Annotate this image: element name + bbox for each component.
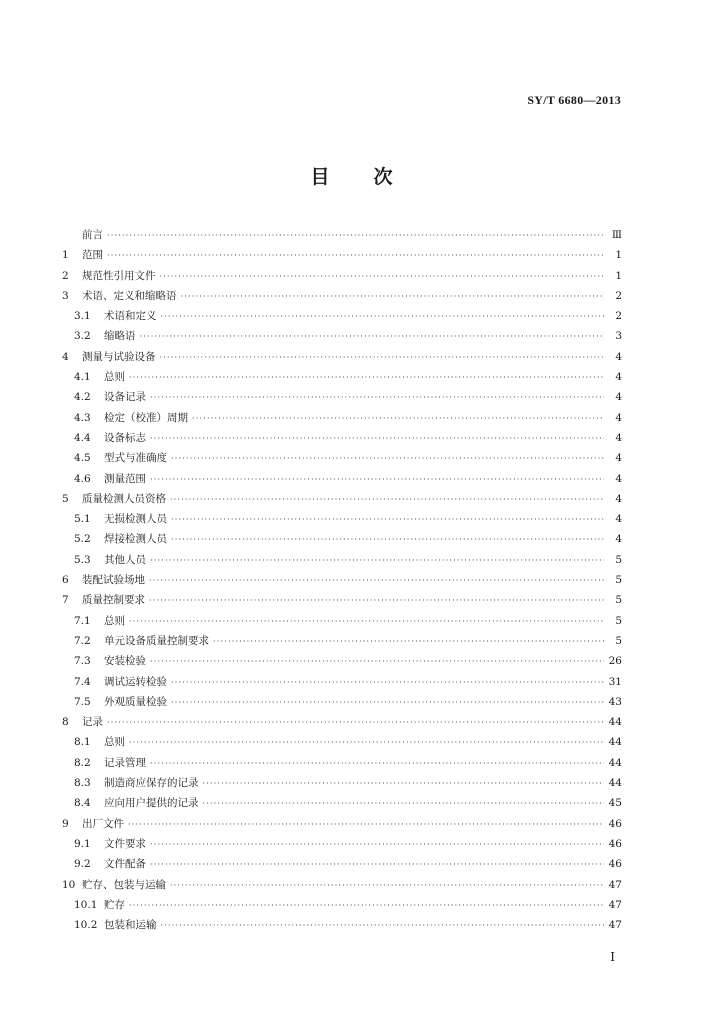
- toc-entry[interactable]: [62, 286, 622, 306]
- toc-entry[interactable]: [62, 834, 622, 854]
- toc-entry-label: 测量与试验设备: [82, 350, 156, 363]
- toc-entry[interactable]: [62, 732, 622, 752]
- toc-entry[interactable]: [62, 428, 622, 448]
- toc-entry-number: 8: [62, 716, 69, 729]
- toc-entry-label: 出厂文件: [82, 817, 124, 830]
- toc-entry-page: 5: [615, 614, 622, 627]
- toc-entry[interactable]: [62, 712, 622, 732]
- toc-entry[interactable]: [62, 550, 622, 570]
- standard-code: SY/T 6680—2013: [527, 93, 621, 107]
- toc-entry-label: 贮存、包装与运输: [82, 878, 166, 891]
- toc-entry-label: 应向用户提供的记录: [104, 797, 199, 810]
- toc-entry[interactable]: [62, 387, 622, 407]
- toc-entry-label: 范围: [82, 249, 103, 262]
- toc-entry[interactable]: [62, 895, 622, 915]
- toc-entry-number: 8.2: [74, 756, 91, 769]
- toc-entry-label: 质量控制要求: [82, 594, 145, 607]
- toc-entry-page: 47: [608, 878, 622, 891]
- toc-entry-page: 4: [615, 391, 622, 404]
- dot-leader: [149, 571, 604, 591]
- table-of-contents: [62, 225, 622, 935]
- dot-leader: [150, 551, 604, 571]
- toc-entry[interactable]: [62, 854, 622, 874]
- toc-entry[interactable]: [62, 347, 622, 367]
- dot-leader: [150, 470, 604, 490]
- toc-entry[interactable]: [62, 692, 622, 712]
- toc-entry-number: 2: [62, 269, 69, 282]
- dot-leader: [171, 693, 604, 713]
- page-title: [0, 162, 703, 189]
- toc-entry-page: 47: [608, 919, 622, 932]
- toc-entry[interactable]: [62, 266, 622, 286]
- toc-entry-label: 文件要求: [104, 837, 146, 850]
- page-folio: Ⅰ: [610, 950, 615, 964]
- toc-entry-page: 5: [615, 574, 622, 587]
- toc-entry[interactable]: [62, 245, 622, 265]
- dot-leader: [129, 612, 604, 632]
- toc-entry-page: 5: [615, 553, 622, 566]
- toc-entry-page: 44: [608, 756, 622, 769]
- toc-entry[interactable]: [62, 225, 622, 245]
- dot-leader: [129, 733, 604, 753]
- toc-entry-number: 7.3: [74, 655, 91, 668]
- title-char-right: 次: [373, 166, 393, 188]
- dot-leader: [150, 855, 604, 875]
- toc-entry[interactable]: [62, 631, 622, 651]
- dot-leader: [171, 530, 604, 550]
- toc-entry-number: 4.4: [74, 431, 91, 444]
- toc-entry[interactable]: [62, 448, 622, 468]
- toc-entry-number: 7: [62, 594, 69, 607]
- toc-entry-number: 5.1: [74, 513, 91, 526]
- toc-entry-number: 8.4: [74, 797, 91, 810]
- toc-entry-label: 总则: [104, 371, 125, 384]
- toc-entry-page: 45: [608, 797, 622, 810]
- toc-entry[interactable]: [62, 489, 622, 509]
- dot-leader: [171, 510, 604, 530]
- toc-entry-page: 46: [608, 837, 622, 850]
- toc-entry-page: 2: [615, 289, 622, 302]
- toc-entry-label: 安装检验: [104, 655, 146, 668]
- toc-entry-label: 装配试验场地: [82, 574, 145, 587]
- toc-entry-page: 2: [615, 310, 622, 323]
- toc-entry-label: 焊接检测人员: [104, 533, 167, 546]
- dot-leader: [161, 916, 605, 936]
- dot-leader: [161, 307, 605, 327]
- toc-entry-page: 44: [608, 736, 622, 749]
- dot-leader: [107, 246, 604, 266]
- toc-entry-page: 4: [615, 513, 622, 526]
- toc-entry-label: 规范性引用文件: [82, 269, 156, 282]
- toc-entry-number: 5.2: [74, 533, 91, 546]
- toc-entry[interactable]: [62, 306, 622, 326]
- toc-entry-page: 4: [615, 472, 622, 485]
- toc-entry-number: 10.1: [74, 898, 98, 911]
- toc-entry-number: 10.2: [74, 919, 98, 932]
- toc-entry-page: 4: [615, 492, 622, 505]
- dot-leader: [128, 815, 604, 835]
- toc-entry-number: 4: [62, 350, 69, 363]
- toc-entry-number: 7.1: [74, 614, 91, 627]
- dot-leader: [192, 409, 604, 429]
- toc-entry-page: 46: [608, 817, 622, 830]
- toc-entry[interactable]: [62, 367, 622, 387]
- toc-entry-page: 44: [608, 777, 622, 790]
- toc-entry-page: 4: [615, 452, 622, 465]
- dot-leader: [160, 267, 605, 287]
- toc-entry-number: 3.2: [74, 330, 91, 343]
- toc-entry-number: 9.1: [74, 837, 91, 850]
- dot-leader: [140, 327, 605, 347]
- toc-entry-number: 7.4: [74, 675, 91, 688]
- dot-leader: [203, 774, 605, 794]
- toc-entry-label: 设备标志: [104, 431, 146, 444]
- toc-entry-number: 5.3: [74, 553, 91, 566]
- toc-entry-label: 术语、定义和缩略语: [82, 289, 177, 302]
- dot-leader: [170, 876, 604, 896]
- toc-entry-label: 外观质量检验: [104, 695, 167, 708]
- toc-entry-label: 术语和定义: [104, 310, 157, 323]
- toc-entry-page: 1: [615, 269, 622, 282]
- toc-entry-number: 4.6: [74, 472, 91, 485]
- toc-entry-page: 4: [615, 533, 622, 546]
- toc-entry-page: 3: [615, 330, 622, 343]
- toc-entry[interactable]: [62, 469, 622, 489]
- toc-entry-number: 8.1: [74, 736, 91, 749]
- toc-entry-label: 无损检测人员: [104, 513, 167, 526]
- toc-entry[interactable]: [62, 915, 622, 935]
- toc-entry-page: 1: [615, 249, 622, 262]
- toc-entry-number: 6: [62, 574, 69, 587]
- toc-entry-number: 8.3: [74, 777, 91, 790]
- dot-leader: [181, 287, 605, 307]
- toc-entry-page: 47: [608, 898, 622, 911]
- toc-entry-number: 7.2: [74, 634, 91, 647]
- toc-entry-label: 前言: [82, 229, 103, 241]
- dot-leader: [160, 348, 605, 368]
- toc-entry-label: 其他人员: [104, 553, 146, 566]
- toc-entry-page: 43: [608, 695, 622, 708]
- toc-entry-page: 26: [608, 655, 622, 668]
- toc-entry-label: 包装和运输: [104, 919, 157, 932]
- toc-entry-label: 制造商应保存的记录: [104, 777, 199, 790]
- toc-entry-page: 4: [615, 411, 622, 424]
- toc-entry-number: 4.3: [74, 411, 91, 424]
- toc-entry[interactable]: [62, 326, 622, 346]
- toc-entry[interactable]: [62, 408, 622, 428]
- toc-entry[interactable]: [62, 651, 622, 671]
- toc-entry-label: 记录管理: [104, 756, 146, 769]
- toc-entry[interactable]: [62, 672, 622, 692]
- toc-entry-number: 5: [62, 492, 69, 505]
- toc-entry-label: 记录: [82, 716, 103, 729]
- toc-entry-page: 31: [608, 675, 622, 688]
- toc-entry-label: 质量检测人员资格: [82, 492, 166, 505]
- toc-entry[interactable]: [62, 570, 622, 590]
- toc-entry[interactable]: [62, 875, 622, 895]
- toc-entry-page: 5: [615, 634, 622, 647]
- toc-entry-page: 44: [608, 716, 622, 729]
- toc-entry[interactable]: [62, 529, 622, 549]
- toc-entry[interactable]: [62, 814, 622, 834]
- toc-entry-number: 9: [62, 817, 69, 830]
- dot-leader: [107, 713, 604, 733]
- dot-leader: [150, 388, 604, 408]
- toc-entry-page: 5: [615, 594, 622, 607]
- toc-entry-page: Ⅲ: [611, 229, 622, 241]
- dot-leader: [129, 368, 604, 388]
- dot-leader: [150, 835, 604, 855]
- toc-entry-label: 总则: [104, 614, 125, 627]
- toc-entry-number: 4.1: [74, 371, 91, 384]
- dot-leader: [129, 896, 604, 916]
- toc-entry[interactable]: [62, 611, 622, 631]
- toc-entry-label: 检定（校准）周期: [104, 411, 188, 424]
- dot-leader: [171, 449, 604, 469]
- toc-entry-number: 3.1: [74, 310, 91, 323]
- toc-entry-label: 缩略语: [104, 330, 136, 343]
- toc-entry-number: 3: [62, 289, 69, 302]
- toc-entry[interactable]: [62, 773, 622, 793]
- toc-entry-number: 1: [62, 249, 69, 262]
- dot-leader: [203, 794, 605, 814]
- toc-entry-label: 贮存: [104, 898, 125, 911]
- toc-entry-label: 型式与准确度: [104, 452, 167, 465]
- dot-leader: [150, 754, 604, 774]
- dot-leader: [150, 429, 604, 449]
- toc-entry-number: 9.2: [74, 858, 91, 871]
- toc-entry[interactable]: [62, 590, 622, 610]
- toc-entry-label: 总则: [104, 736, 125, 749]
- toc-entry-label: 测量范围: [104, 472, 146, 485]
- toc-entry-label: 调试运转检验: [104, 675, 167, 688]
- dot-leader: [171, 673, 604, 693]
- toc-entry-label: 文件配备: [104, 858, 146, 871]
- toc-entry-number: 4.2: [74, 391, 91, 404]
- toc-entry-page: 4: [615, 350, 622, 363]
- toc-entry-label: 单元设备质量控制要求: [104, 634, 209, 647]
- toc-entry-page: 4: [615, 371, 622, 384]
- toc-entry[interactable]: [62, 509, 622, 529]
- toc-entry-page: 4: [615, 431, 622, 444]
- dot-leader: [150, 652, 604, 672]
- toc-entry[interactable]: [62, 753, 622, 773]
- toc-entry-page: 46: [608, 858, 622, 871]
- toc-entry-number: 4.5: [74, 452, 91, 465]
- toc-entry[interactable]: [62, 793, 622, 813]
- dot-leader: [213, 632, 604, 652]
- dot-leader: [107, 226, 604, 246]
- dot-leader: [149, 591, 604, 611]
- dot-leader: [170, 490, 604, 510]
- title-char-left: 目: [310, 166, 330, 188]
- toc-entry-number: 10: [62, 878, 76, 891]
- toc-entry-number: 7.5: [74, 695, 91, 708]
- toc-entry-label: 设备记录: [104, 391, 146, 404]
